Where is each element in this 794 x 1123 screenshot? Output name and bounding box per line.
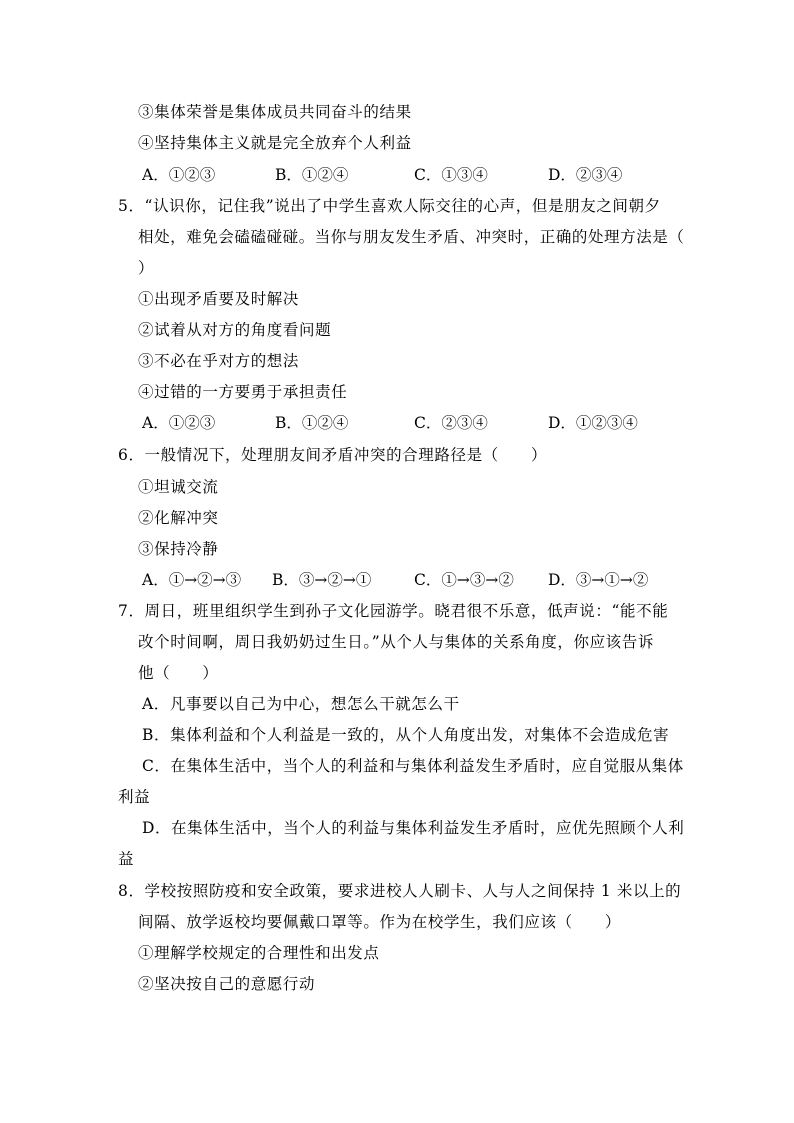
q6-option-c: C．①→③→②: [414, 571, 514, 589]
q5-option-b: B．①②④: [275, 414, 349, 432]
q5-stem-line-1: 5．“认识你，记住我”说出了中学生喜欢人际交往的心声，但是朋友之间朝夕: [118, 197, 661, 215]
q7-stem-line-3: 他（ ）: [138, 664, 219, 682]
q7-option-b: B．集体利益和个人利益是一致的，从个人角度出发，对集体不会造成危害: [142, 726, 670, 744]
q7-option-c-line-1: C．在集体生活中，当个人的利益和与集体利益发生矛盾时，应自觉服从集体: [142, 757, 684, 775]
q7-stem-line-1: 7．周日，班里组织学生到孙子文化园游学。晓君很不乐意，低声说：“能不能: [118, 602, 669, 620]
q5-statement-1: ①出现矛盾要及时解决: [138, 290, 300, 308]
q5-option-c: C．②③④: [414, 414, 488, 432]
q4-option-c: C．①③④: [414, 166, 488, 184]
q5-option-d: D．①②③④: [548, 414, 638, 432]
q4-option-b: B．①②④: [275, 166, 349, 184]
q6-option-d: D．③→①→②: [548, 571, 649, 589]
q8-statement-2: ②坚决按自己的意愿行动: [138, 975, 316, 993]
q4-option-d: D．②③④: [548, 166, 623, 184]
q5-statement-3: ③不必在乎对方的想法: [138, 352, 300, 370]
q5-stem-line-2: 相处，难免会磕磕碰碰。当你与朋友发生矛盾、冲突时，正确的处理方法是（: [138, 228, 685, 246]
q6-option-a: A．①→②→③: [142, 571, 242, 589]
q6-step-3: ③保持冷静: [138, 540, 219, 558]
q6-step-1: ①坦诚交流: [138, 478, 219, 496]
statement-3: ③集体荣誉是集体成员共同奋斗的结果: [138, 103, 412, 121]
q6-step-2: ②化解冲突: [138, 509, 219, 527]
q8-stem-line-1: 8．学校按照防疫和安全政策，要求进校人人刷卡、人与人之间保持 1 米以上的: [118, 882, 682, 900]
q7-option-c-line-2: 利益: [118, 788, 151, 806]
q6-stem: 6．一般情况下，处理朋友间矛盾冲突的合理路径是（ ）: [118, 446, 548, 464]
q6-option-b: B．③→②→①: [272, 571, 372, 589]
q7-stem-line-2: 改个时间啊，周日我奶奶过生日。”从个人与集体的关系角度，你应该告诉: [138, 633, 654, 651]
q7-option-d-line-1: D．在集体生活中，当个人的利益与集体利益发生矛盾时，应优先照顾个人利: [142, 819, 685, 837]
q8-statement-1: ①理解学校规定的合理性和出发点: [138, 944, 380, 962]
q7-option-d-line-2: 益: [118, 850, 135, 868]
q5-stem-line-3: ）: [138, 259, 155, 277]
statement-4: ④坚持集体主义就是完全放弃个人利益: [138, 134, 412, 152]
q4-option-a: A．①②③: [142, 166, 216, 184]
q5-option-a: A．①②③: [142, 414, 216, 432]
q8-stem-line-2: 间隔、放学返校均要佩戴口罩等。作为在校学生，我们应该（ ）: [138, 913, 622, 931]
q5-statement-2: ②试着从对方的角度看问题: [138, 321, 332, 339]
q7-option-a: A．凡事要以自己为中心，想怎么干就怎么干: [142, 695, 460, 713]
q5-statement-4: ④过错的一方要勇于承担责任: [138, 383, 348, 401]
